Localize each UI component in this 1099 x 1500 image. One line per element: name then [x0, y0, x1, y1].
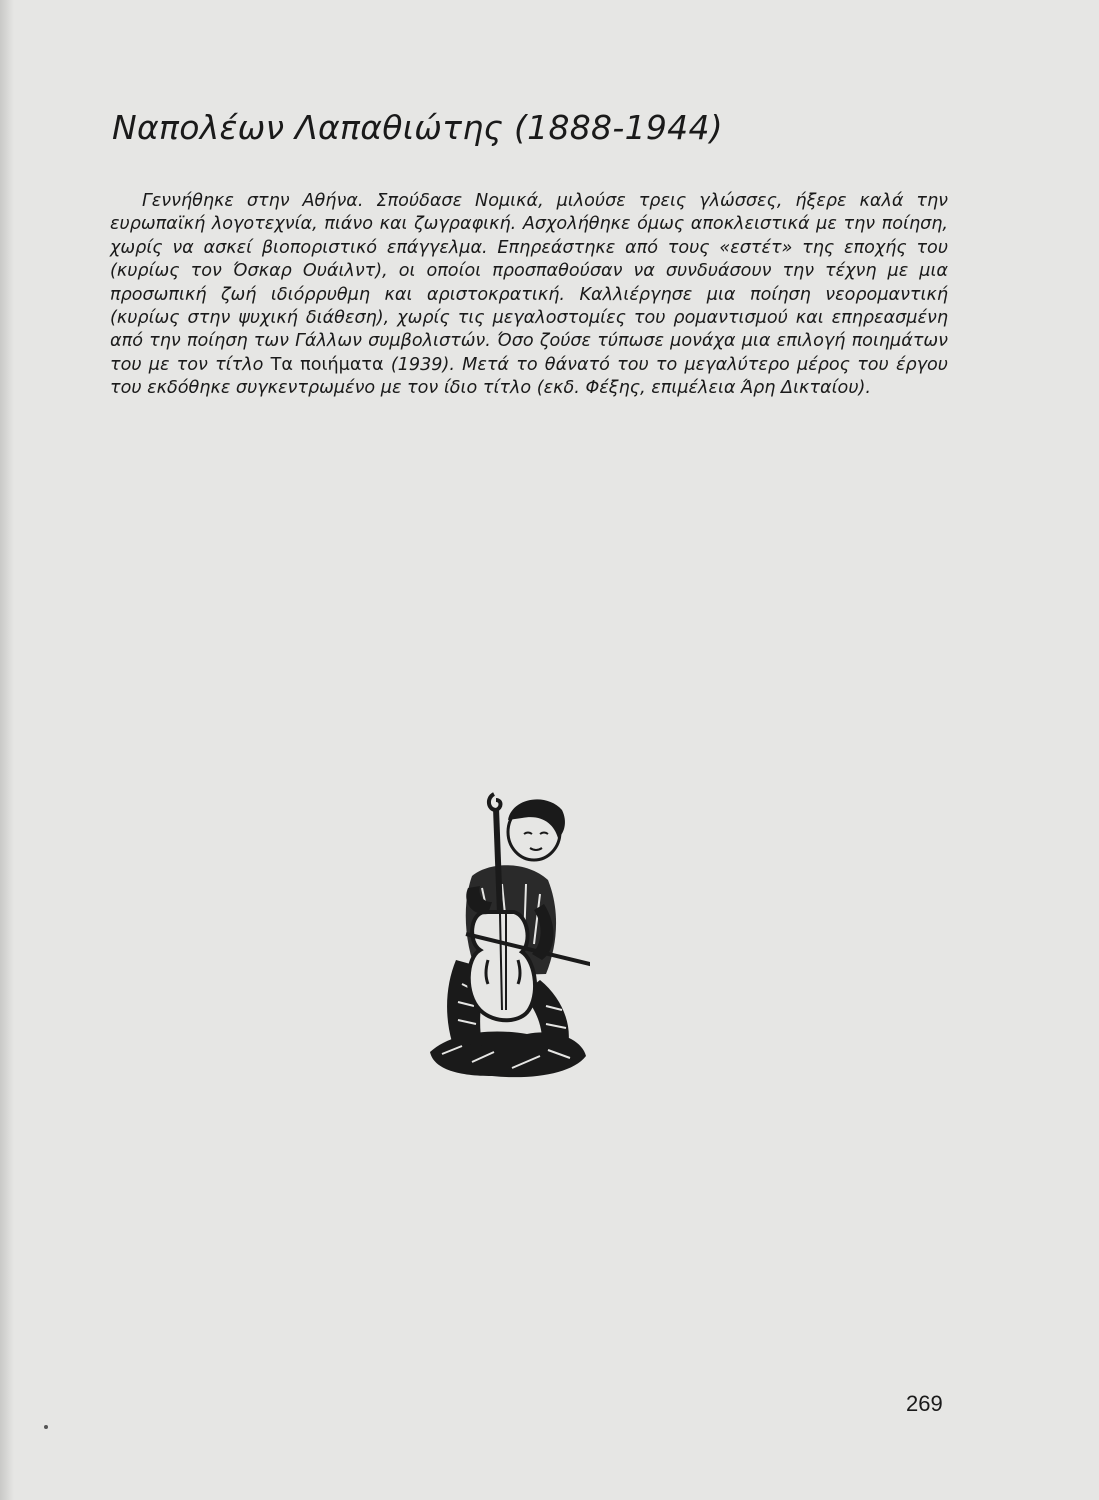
paper-speck: [44, 1425, 48, 1429]
biography-text-before-title: Γεννήθηκε στην Αθήνα. Σπούδασε Νομικά, μιλούσε τρεις γλώσσες, ήξερε καλά την ευρωπαϊκή λογοτεχνία, πιάνο και ζωγραφική. Ασχολήθηκε όμως αποκλειστικά με την ποίηση, χωρίς να ασκεί βιοποριστικό επάγγελμα. Επηρεάστηκε από τους «εστέτ» της εποχής του (κυρίως τον Όσκαρ Ουάιλντ), οι οποίοι προσπαθούσαν να συνδυάσουν την τέχνη με μια προσωπική ζωή ιδιόρρυθμη και αριστοκρατική. Καλλιέργησε μια ποίηση νεορομαντική (κυρίως στην ψυχική διάθεση), χωρίς τις μεγαλοστομίες του ρομαντισμού και επηρεασμένη από την ποίηση των Γάλλων συμβολιστών. Όσο ζούσε τύπωσε μονάχα μια επιλογή ποιημάτων του με τον τίτλο: [110, 191, 948, 375]
book-title: Τα ποιήματα: [270, 354, 384, 375]
cello-player-engraving-icon: [422, 784, 590, 1084]
page-title: Ναπολέων Λαπαθιώτης (1888-1944): [112, 108, 723, 147]
biography-paragraph: [110, 190, 948, 401]
page-number: 269: [906, 1391, 943, 1416]
biography-text-after-title: (1939). Μετά το θάνατό του το μεγαλύτερο μέρος του έργου του εκδόθηκε συγκεντρωμένο με τον ίδιο τίτλο (εκδ. Φέξης, επιμέλεια Άρη Δικταίου).: [110, 354, 948, 399]
page-edge: [0, 0, 14, 1500]
